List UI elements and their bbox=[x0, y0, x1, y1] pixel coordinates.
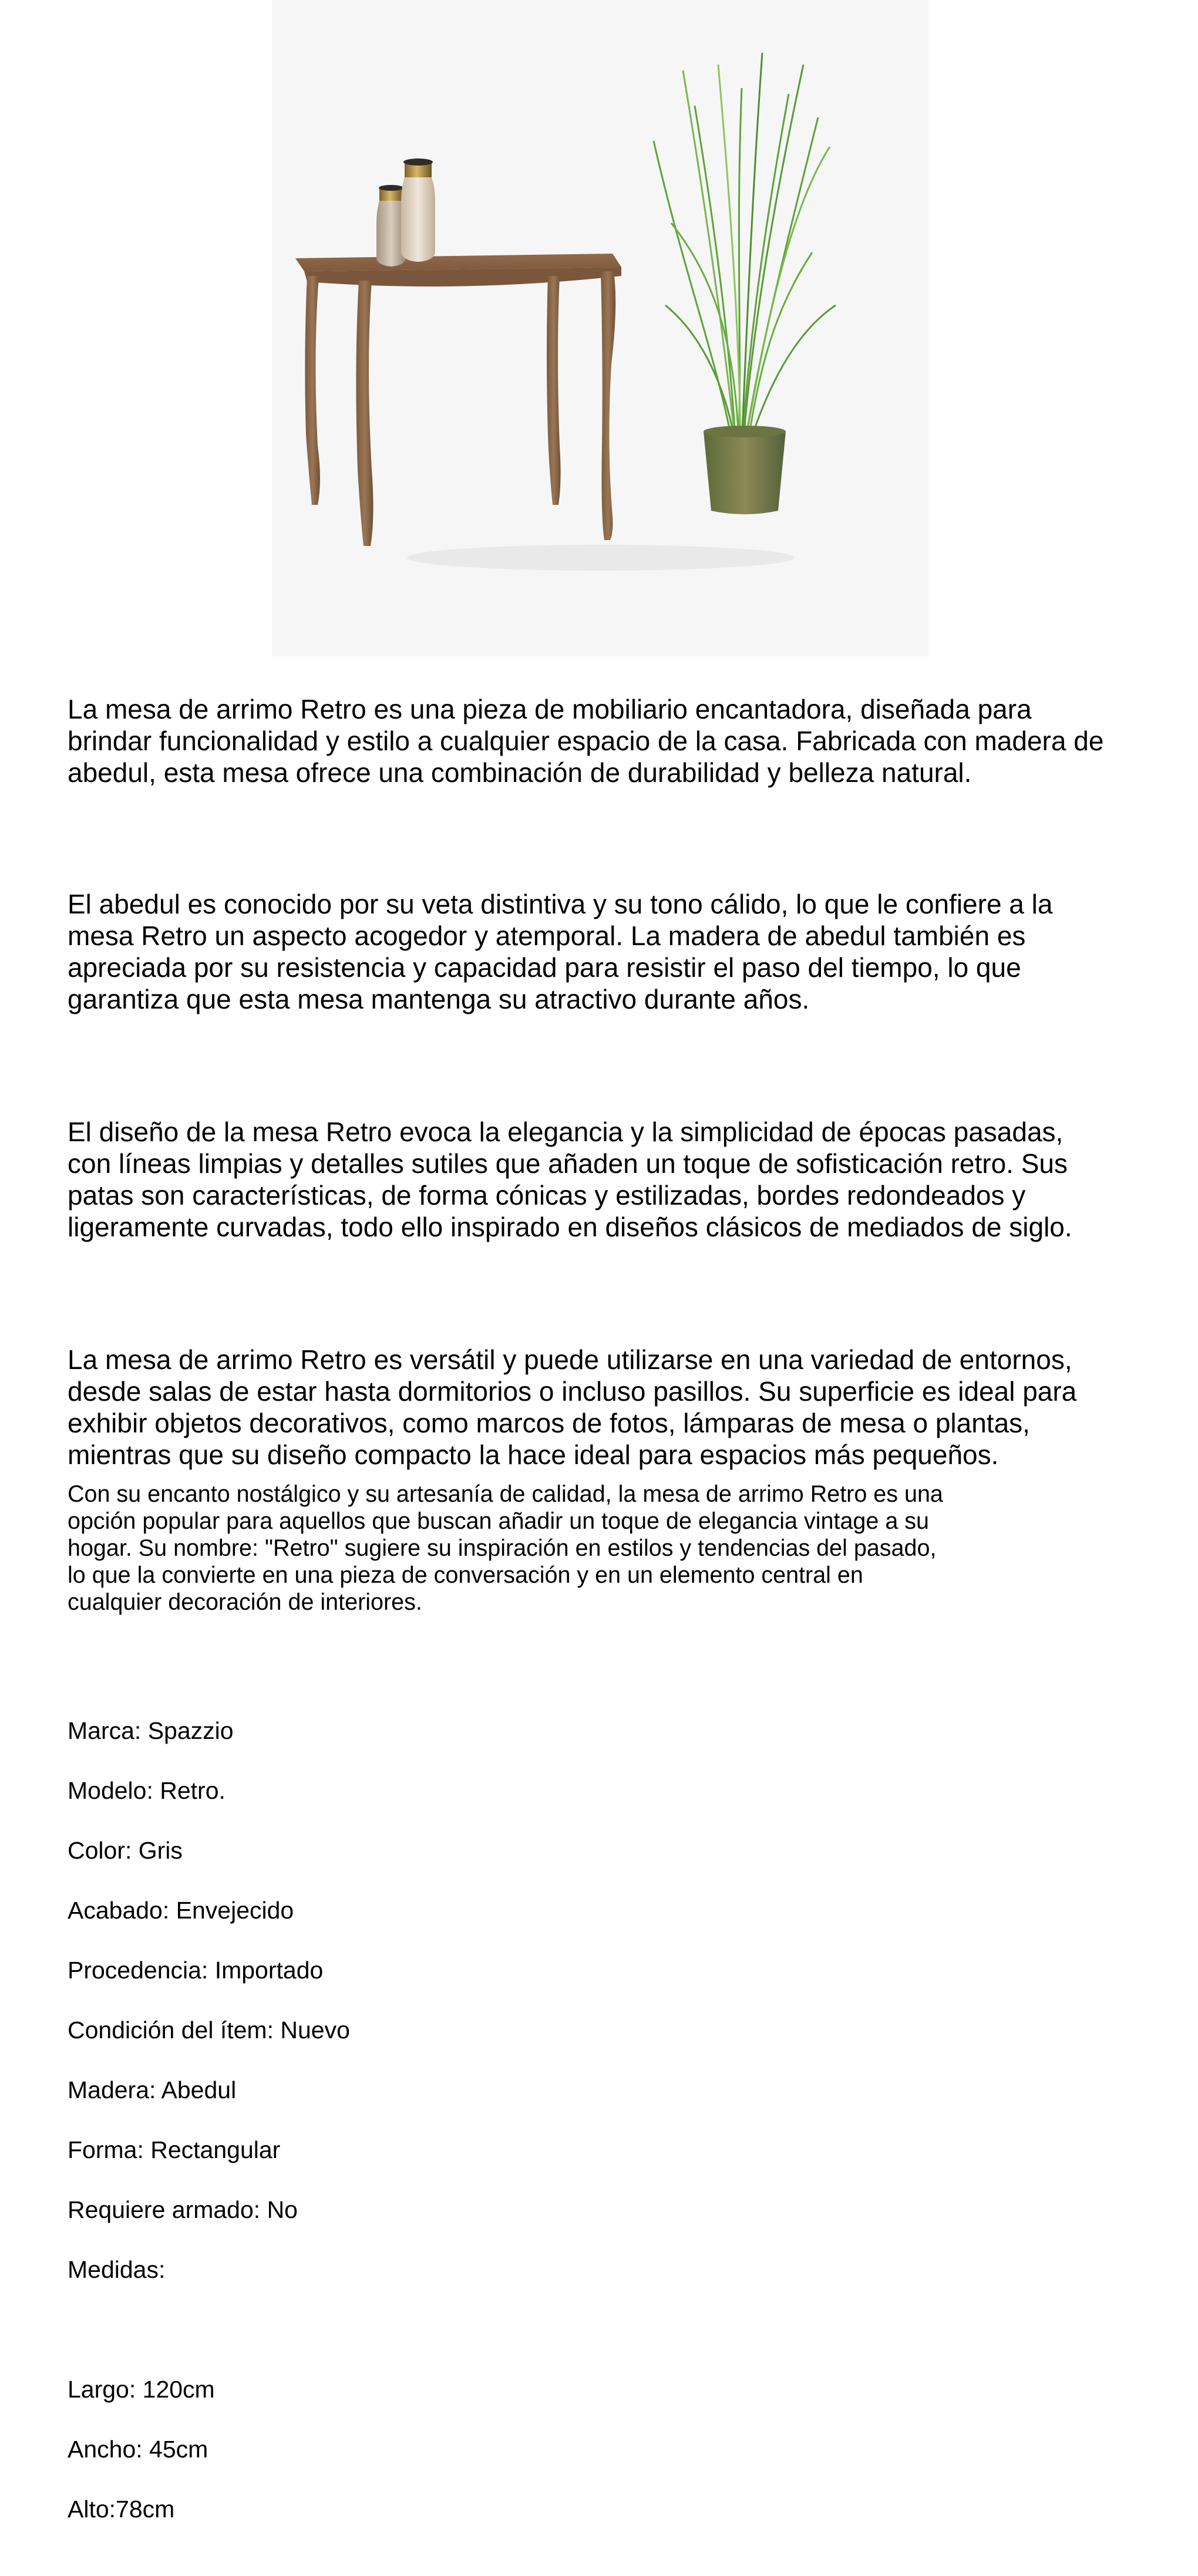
text-line: La mesa de arrimo Retro es una pieza de mobiliario encantadora, diseñada para bbox=[68, 694, 1032, 724]
floor-shadow bbox=[407, 545, 795, 571]
text-line: con líneas limpias y detalles sutiles que añaden un toque de sofisticación retro. Sus bbox=[68, 1148, 1068, 1179]
text-line: desde salas de estar hasta dormitorios o incluso pasillos. Su superficie es ideal para bbox=[68, 1376, 1077, 1407]
vase-large-icon bbox=[401, 159, 435, 262]
spec-shape: Forma: Rectangular bbox=[68, 2136, 281, 2163]
text-line: mientras que su diseño compacto la hace ideal para espacios más pequeños. bbox=[68, 1439, 999, 1470]
spec-height: Alto:78cm bbox=[68, 2496, 175, 2523]
text-line: exhibir objetos decorativos, como marcos de fotos, lámparas de mesa o plantas, bbox=[68, 1408, 1030, 1438]
table-legs bbox=[305, 271, 615, 546]
plant-icon bbox=[654, 53, 836, 446]
text-line: apreciada por su resistencia y capacidad para resistir el paso del tiempo, lo que bbox=[68, 952, 1021, 983]
product-illustration bbox=[272, 0, 928, 656]
spec-model: Modelo: Retro. bbox=[68, 1777, 226, 1804]
text-line: El abedul es conocido por su veta distintiva y su tono cálido, lo que le confiere a la bbox=[68, 889, 1053, 919]
description-paragraph-2 bbox=[68, 888, 1052, 1015]
text-line: ligeramente curvadas, todo ello inspirado en diseños clásicos de mediados de siglo. bbox=[68, 1212, 1072, 1242]
text-line: El diseño de la mesa Retro evoca la elegancia y la simplicidad de épocas pasadas, bbox=[68, 1117, 1064, 1147]
plant-pot-icon bbox=[704, 431, 786, 514]
text-line: garantiza que esta mesa mantenga su atractivo durante años. bbox=[68, 984, 810, 1014]
description-paragraph-3 bbox=[68, 1116, 1072, 1243]
description-paragraph-4 bbox=[68, 1344, 1076, 1471]
text-line: patas son características, de forma cónicas y estilizadas, bordes redondeados y bbox=[68, 1180, 1026, 1211]
text-line: Con su encanto nostálgico y su artesanía de calidad, la mesa de arrimo Retro es una bbox=[68, 1481, 943, 1507]
text-line: cualquier decoración de interiores. bbox=[68, 1589, 422, 1615]
text-line: brindar funcionalidad y estilo a cualquier espacio de la casa. Fabricada con madera de bbox=[68, 726, 1104, 756]
spec-width: Ancho: 45cm bbox=[68, 2436, 208, 2463]
text-line: hogar. Su nombre: "Retro" sugiere su inspiración en estilos y tendencias del pasado, bbox=[68, 1535, 937, 1561]
spec-dimensions-heading: Medidas: bbox=[68, 2256, 166, 2283]
pot-rim bbox=[704, 426, 786, 437]
text-line: mesa Retro un aspecto acogedor y atemporal. La madera de abedul también es bbox=[68, 921, 1026, 951]
description-paragraph-5 bbox=[68, 1481, 943, 1616]
text-line: lo que la convierte en una pieza de conversación y en un elemento central en bbox=[68, 1562, 863, 1588]
spec-brand: Marca: Spazzio bbox=[68, 1717, 234, 1744]
product-image bbox=[272, 0, 928, 656]
spec-origin: Procedencia: Importado bbox=[68, 1957, 324, 1984]
spec-length: Largo: 120cm bbox=[68, 2376, 215, 2403]
spec-finish: Acabado: Envejecido bbox=[68, 1897, 294, 1924]
spec-condition: Condición del ítem: Nuevo bbox=[68, 2017, 350, 2044]
spec-wood: Madera: Abedul bbox=[68, 2076, 237, 2103]
text-line: La mesa de arrimo Retro es versátil y puede utilizarse en una variedad de entornos, bbox=[68, 1344, 1072, 1375]
text-line: opción popular para aquellos que buscan añadir un toque de elegancia vintage a su bbox=[68, 1508, 929, 1534]
description-paragraph-1 bbox=[68, 693, 1103, 788]
spec-color: Color: Gris bbox=[68, 1837, 183, 1864]
spec-assembly: Requiere armado: No bbox=[68, 2196, 298, 2223]
text-line: abedul, esta mesa ofrece una combinación de durabilidad y belleza natural. bbox=[68, 757, 972, 788]
